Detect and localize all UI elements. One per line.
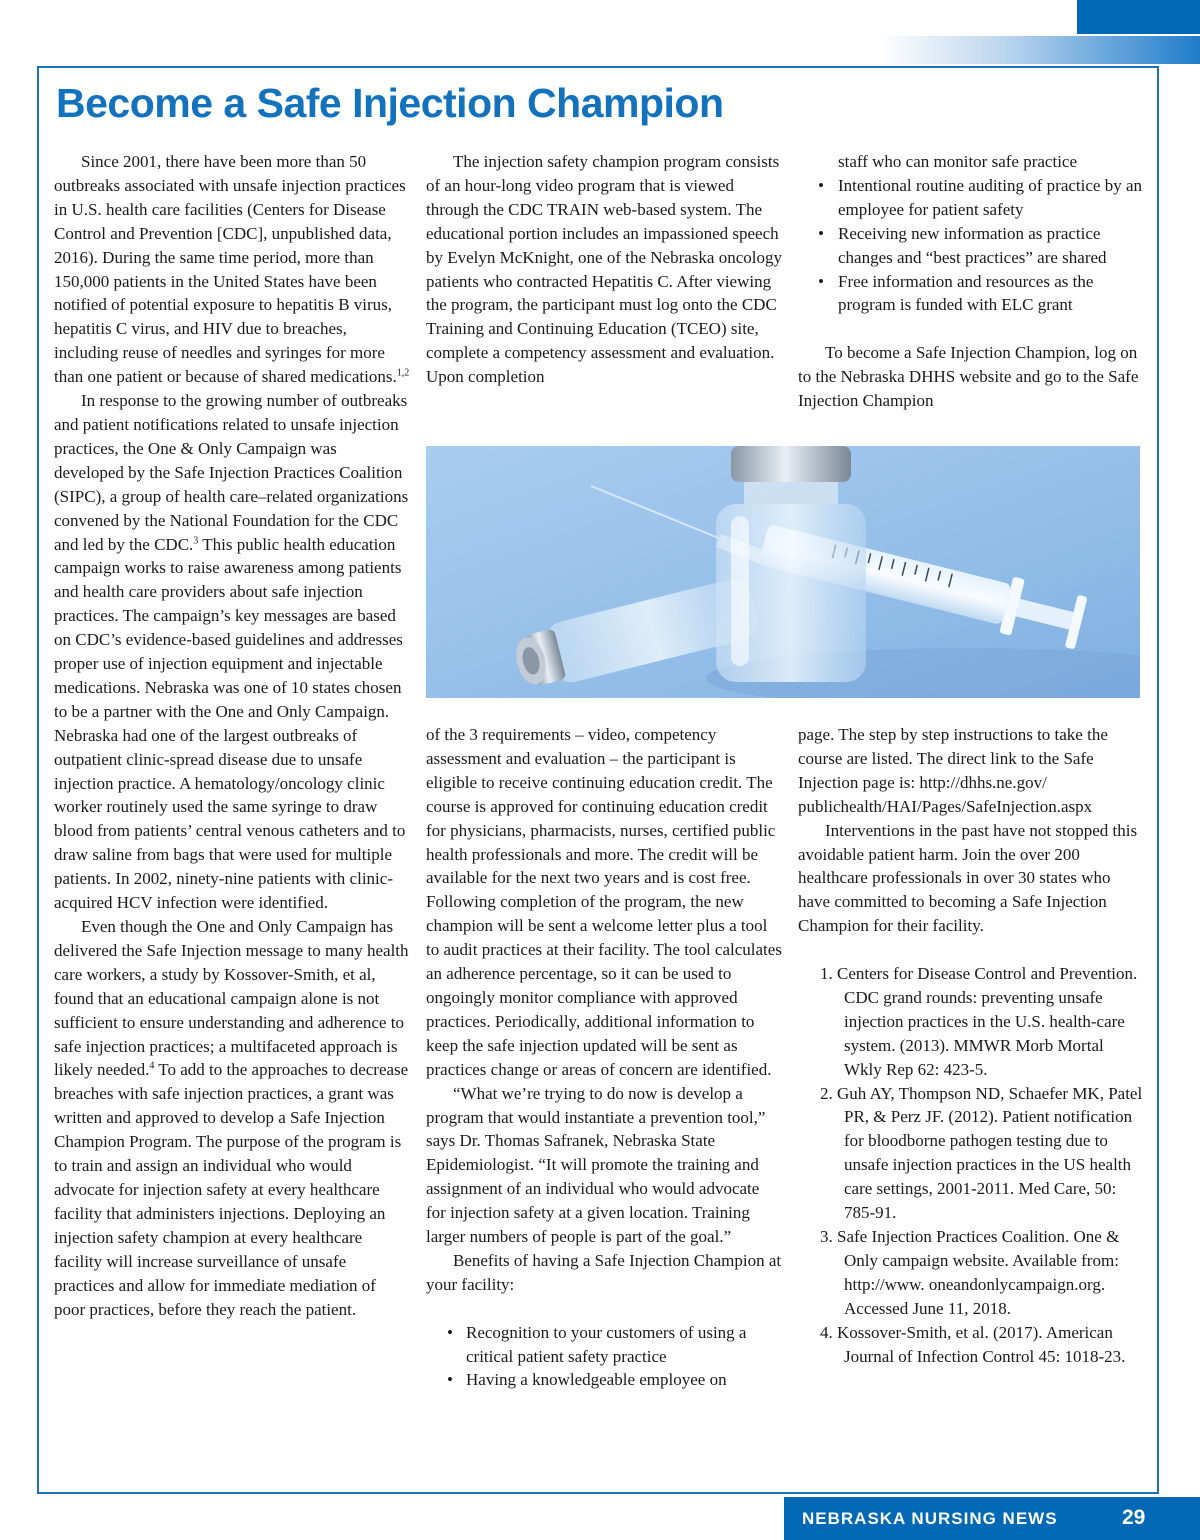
reference-item: 2. Guh AY, Thompson ND, Schaefer MK, Patel PR, & Perz JF. (2012). Patient notification for bloodborne pathogen testing due to unsafe injection practices in the US health care settings, 2001-2011. Med Care, 50: 785-91. xyxy=(820,1083,1143,1223)
list-item: • Receiving new information as practice changes and “best practices” are shared xyxy=(798,222,1144,270)
list-item: • Having a knowledgeable employee on xyxy=(426,1368,782,1392)
top-corner-tab xyxy=(1077,0,1200,34)
syringe-vial-photo xyxy=(426,446,1140,698)
list-item: • Intentional routine auditing of practice by an employee for patient safety xyxy=(798,174,1144,222)
reference-item: 4. Kossover-Smith, et al. (2017). American Journal of Infection Control 45: 1018-23. xyxy=(820,1322,1126,1366)
benefits-list-continued xyxy=(798,174,1144,317)
publication-name: NEBRASKA NURSING NEWS xyxy=(802,1509,1058,1528)
references-list xyxy=(798,962,1144,1368)
page-number: 29 xyxy=(1122,1506,1146,1529)
safranek-quote: “What we’re trying to do now is develop a program that would instantiate a prevention tool,” says Dr. Thomas Safranek, Nebraska State Epidemiologist. “It will promote the training and assignment of an individual who would advocate for injection safety at a given location. Training larger numbers of people is part of the goal.” xyxy=(426,1083,766,1247)
col3-paragraph-2: Interventions in the past have not stopped this avoidable patient harm. Join the over 200 healthcare professionals in over 30 states who have committed to becoming a Safe Injection Champion for their facility. xyxy=(798,820,1138,936)
footnote-ref-1-2: 1,2 xyxy=(396,367,410,379)
article-title: Become a Safe Injection Champion xyxy=(56,80,724,126)
col1-paragraph-2: In response to the growing number of outbreaks and patient notifications related to unsafe injection practices, the One & Only Campaign was developed by the Safe Injection Practices Coalition (SIPC), a group of health care–related organizations convened by the National Foundation for the CDC and led by the CDC.$^3$ This public health education campaign works to raise awareness among patients and health care providers about safe injection practices. The campaign’s key messages are based on CDC’s evidence-based guidelines and addresses proper use of injection equipment and injectable medications. Nebraska was one of 10 states chosen to be a partner with the One and Only Campaign. Nebraska had one of the largest outbreaks of outpatient clinic-spread disease due to unsafe injection practice. A hematology/oncology clinic worker routinely used the same syringe to draw blood from patients’ central venous catheters and to draw saline from bags that were used for multiple patients. In 2002, ninety-nine patients with clinic-acquired HCV infection were identified. xyxy=(54,391,409,913)
col3-paragraph-1-continued: page. The step by step instructions to take the course are listed. The direct link to the Safe Injection page is: http://dhhs.ne.gov/ publichealth/HAI/Pages/SafeInjection.aspx xyxy=(798,725,1108,816)
top-gradient-bar xyxy=(880,36,1200,64)
reference-item: 1. Centers for Disease Control and Prevention. CDC grand rounds: preventing unsafe injection practices in the U.S. health-care system. (2013). MMWR Morb Mortal Wkly Rep 62: 423-5. xyxy=(820,964,1138,1079)
column-2-top xyxy=(426,150,782,389)
col2-paragraph-1-continued: of the 3 requirements – video, competency assessment and evaluation – the participant is eligible to receive continuing education credit. The course is approved for continuing education credit for physicians, pharmacists, nurses, certified public health professionals and more. The credit will be available for the next two years and is cost free. Following completion of the program, the new champion will be sent a welcome letter plus a tool to audit practices at their facility. The tool calculates an adherence percentage, so it can be used to ongoingly monitor compliance with approved practices. Periodically, additional information to keep the safe injection updated will be sent as practices change or areas of concern are identified. xyxy=(426,725,782,1079)
footnote-ref-4: 4 xyxy=(149,1060,155,1072)
column-1 xyxy=(54,150,410,1321)
col1-paragraph-1: Since 2001, there have been more than 50 outbreaks associated with unsafe injection practices in U.S. health care facilities (Centers for Disease Control and Prevention [CDC], unpublished data, 2016). During the same time period, more than 150,000 patients in the United States have been notified of potential exposure to hepatitis B virus, hepatitis C virus, and HIV due to breaches, including reuse of needles and syringes for more than one patient or because of shared medications.$^{1,2}$ xyxy=(54,152,410,387)
bullet-continuation: staff who can monitor safe practice xyxy=(838,152,1078,171)
col2-paragraph-1: The injection safety champion program consists of an hour-long video program that is viewed through the CDC TRAIN web-based system. The educational portion includes an impassioned speech by Evelyn McKnight, one of the Nebraska oncology patients who contracted Hepatitis C. After viewing the program, the participant must log onto the CDC Training and Continuing Education (TCEO) site, complete a competency assessment and evaluation. Upon completion xyxy=(426,152,782,387)
column-3-bottom xyxy=(798,723,1144,1368)
column-3-top xyxy=(798,150,1144,413)
footnote-ref-3: 3 xyxy=(193,534,199,546)
col1-paragraph-3: Even though the One and Only Campaign has delivered the Safe Injection message to many health care workers, a study by Kossover-Smith, et al, found that an educational campaign alone is not sufficient to ensure understanding and adherence to safe injection practices; a multifaceted approach is likely needed.$^4$ To add to the approaches to decrease breaches with safe injection practices, a grant was written and approved to develop a Safe Injection Champion Program. The purpose of the program is to train and assign an individual who would advocate for injection safety at every healthcare facility that administers injections. Deploying an injection safety champion at every healthcare facility will increase surveillance of unsafe practices and allow for immediate mediation of poor practices, before they reach the patient. xyxy=(54,917,409,1319)
col3-paragraph-1: To become a Safe Injection Champion, log on to the Nebraska DHHS website and go to the Safe Injection Champion xyxy=(798,343,1139,411)
benefits-intro: Benefits of having a Safe Injection Champion at your facility: xyxy=(426,1250,782,1294)
column-2-bottom xyxy=(426,723,782,1392)
list-item: • Recognition to your customers of using a critical patient safety practice xyxy=(426,1321,782,1369)
reference-item: 3. Safe Injection Practices Coalition. One & Only campaign website. Available from: http://www. oneandonlycampaign.org. Accessed June 11, 2018. xyxy=(820,1227,1120,1318)
benefits-list xyxy=(426,1321,782,1393)
footer-bar xyxy=(784,1497,1200,1540)
list-item: • Free information and resources as the program is funded with ELC grant xyxy=(798,270,1144,318)
